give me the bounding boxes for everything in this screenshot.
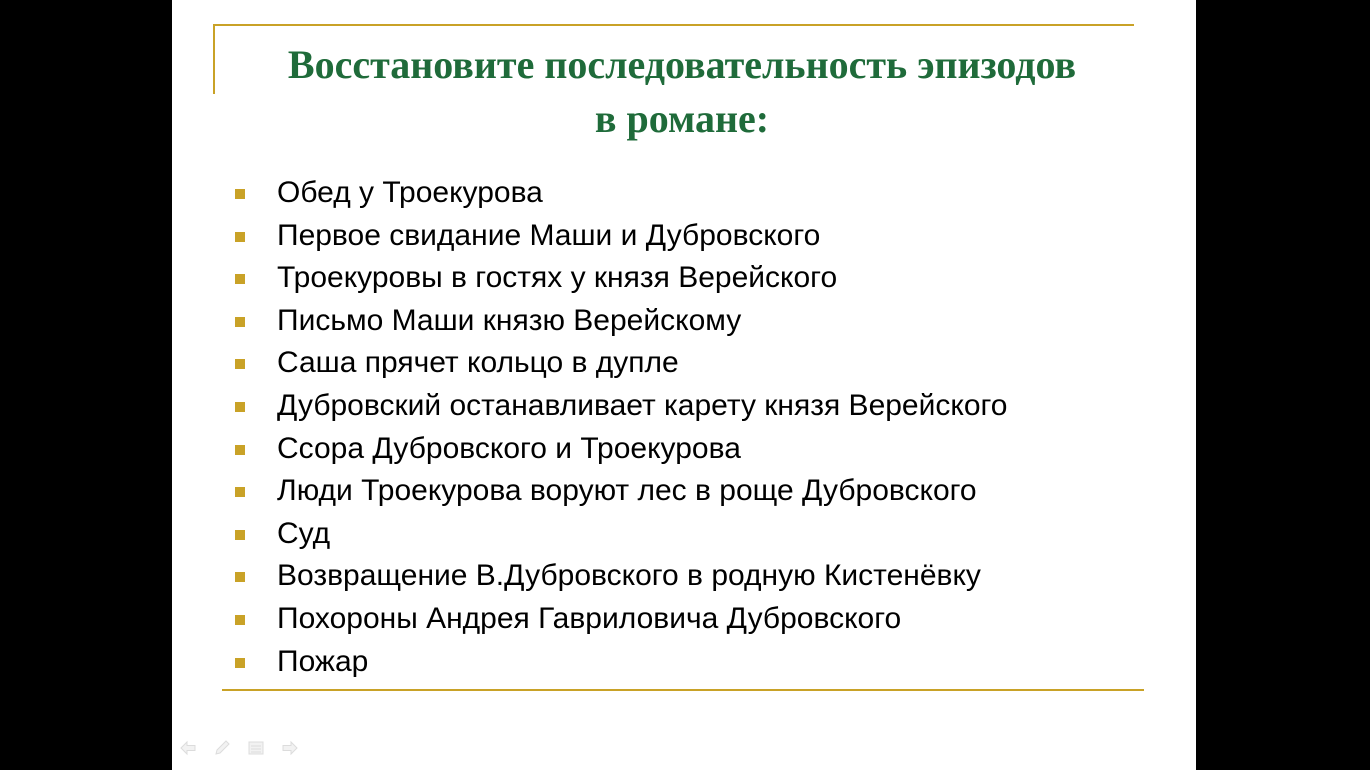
list-item — [232, 598, 1008, 641]
square-bullet-icon — [235, 189, 245, 199]
slide-title-line-1: Восстановите последовательность эпизодов — [287, 42, 1077, 87]
list-item-text: Первое свидание Маши и Дубровского — [277, 218, 821, 252]
slideshow-navigation — [178, 738, 300, 758]
slide-title-line-2: в романе: — [594, 96, 770, 141]
square-bullet-icon — [235, 530, 245, 540]
arrow-right-icon — [281, 739, 299, 757]
square-bullet-icon — [235, 232, 245, 242]
list-item — [232, 172, 1008, 215]
list-item-text: Троекуровы в гостях у князя Верейского — [277, 261, 838, 295]
square-bullet-icon — [235, 445, 245, 455]
list-item-text: Пожар — [277, 644, 369, 678]
list-item — [232, 470, 1008, 513]
list-item-text: Саша прячет кольцо в дупле — [277, 346, 679, 380]
list-item-text: Суд — [277, 516, 331, 550]
arrow-left-icon — [179, 739, 197, 757]
slide-title — [222, 38, 1142, 146]
square-bullet-icon — [235, 274, 245, 284]
list-item — [232, 300, 1008, 343]
square-bullet-icon — [235, 359, 245, 369]
list-item-text: Люди Троекурова воруют лес в роще Дубровского — [277, 474, 977, 508]
list-item — [232, 555, 1008, 598]
list-item-text: Возвращение В.Дубровского в родную Кистенёвку — [277, 559, 981, 593]
list-item — [232, 257, 1008, 300]
menu-icon — [247, 739, 265, 757]
slide-menu-button[interactable] — [246, 738, 266, 758]
list-item — [232, 641, 1008, 684]
bottom-divider — [222, 689, 1144, 691]
list-item — [232, 385, 1008, 428]
square-bullet-icon — [235, 658, 245, 668]
title-frame-top-rule — [213, 24, 1134, 26]
list-item — [232, 428, 1008, 471]
square-bullet-icon — [235, 317, 245, 327]
square-bullet-icon — [235, 487, 245, 497]
pen-tool-button[interactable] — [212, 738, 232, 758]
list-item-text: Дубровский останавливает карету князя Верейского — [277, 388, 1008, 422]
list-item — [232, 513, 1008, 556]
list-item-text: Похороны Андрея Гавриловича Дубровского — [277, 601, 902, 635]
previous-slide-button[interactable] — [178, 738, 198, 758]
pen-icon — [213, 739, 231, 757]
episode-list — [232, 172, 1008, 683]
square-bullet-icon — [235, 572, 245, 582]
title-frame-left-rule — [213, 24, 215, 94]
list-item-text: Ссора Дубровского и Троекурова — [277, 431, 741, 465]
list-item — [232, 215, 1008, 258]
next-slide-button[interactable] — [280, 738, 300, 758]
list-item-text: Письмо Маши князю Верейскому — [277, 303, 742, 337]
square-bullet-icon — [235, 615, 245, 625]
square-bullet-icon — [235, 402, 245, 412]
list-item-text: Обед у Троекурова — [277, 176, 543, 209]
list-item — [232, 342, 1008, 385]
slide — [172, 0, 1196, 770]
